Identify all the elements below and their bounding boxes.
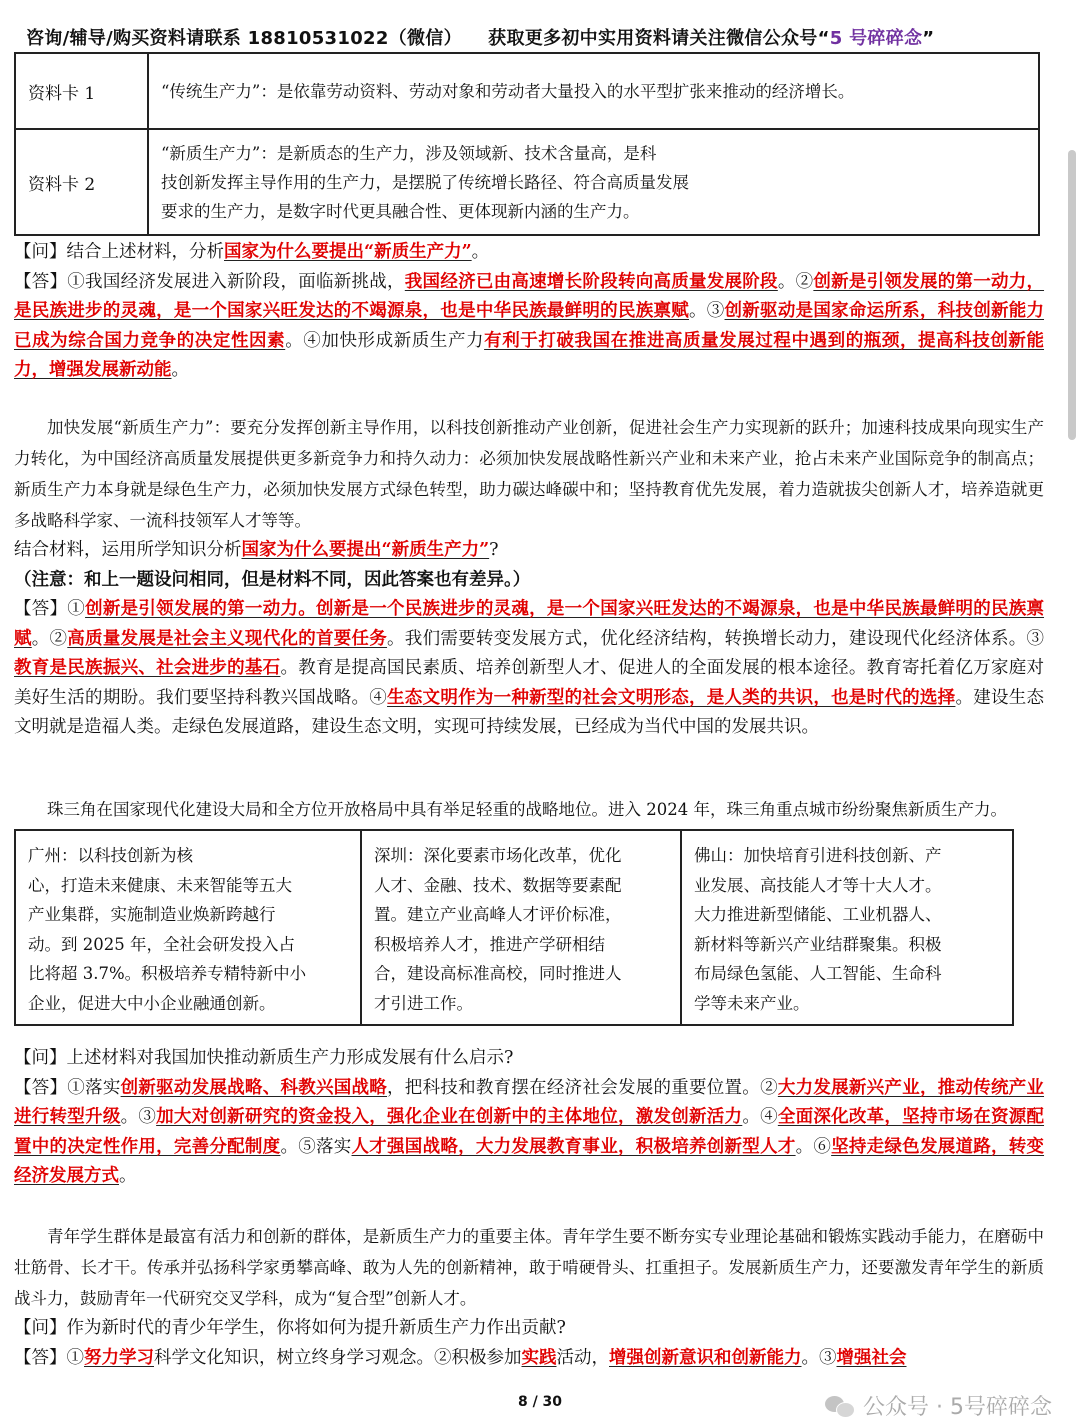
city-line: 积极培养人才，推进产学研相结 [374, 934, 605, 954]
header-brand: 5 号碎碎念 [829, 28, 923, 49]
question-2 [14, 536, 1044, 566]
city-line: 布局绿色氢能、人工智能、生命科 [694, 964, 942, 983]
highlighted-answer-text: 人才强国战略，大力发展教育事业，积极培养创新型人才 [351, 1136, 796, 1157]
city-line: 才引进工作。 [374, 993, 473, 1013]
material-2 [14, 412, 1044, 743]
city-cell-shenzhen [361, 830, 681, 1025]
answer-text: 。③ [120, 1107, 157, 1127]
highlighted-answer-text: 创新驱动是国家命运所系，科技创新能力已成为综合国力竞争的决定性因素 [14, 301, 1045, 351]
answer-text: 。⑥ [795, 1136, 832, 1157]
card-line: 技创新发挥主导作用的生产力，是摆脱了传统增长路径、符合高质量发展 [161, 172, 689, 192]
answer-text: 【答】①我国经济发展进入新阶段，面临新挑战， [14, 271, 405, 292]
city-line: 佛山：加快培育引进科技创新、产 [694, 846, 942, 865]
city-line: 人才、金融、技术、数据等要素配 [374, 875, 622, 895]
answer-text: 【答】① [14, 1347, 84, 1368]
highlighted-answer-text: 增强创新意识和创新能力 [609, 1347, 802, 1368]
material-cards [14, 52, 1044, 236]
city-line: 企业，促进大中小企业融通创新。 [28, 993, 276, 1013]
answer-2 [14, 595, 1044, 743]
question-text [14, 238, 1044, 268]
answer-text: 。建设生态文明就是造福人类。走绿色发展道路，建设生态文明，实现可持续发展，已经成为当代中国的发展共识。 [14, 687, 1045, 737]
highlighted-answer-text: 高质量发展是社会主义现代化的首要任务 [67, 628, 388, 649]
card-label: 资料卡 2 [15, 129, 148, 235]
question-prefix: 【问】结合上述材料，分析 [14, 242, 224, 262]
highlighted-answer-text: 大力发展新兴产业，推动传统产业进行转型升级 [14, 1077, 1045, 1127]
answer-text: 。④加快形成新质生产力 [285, 330, 485, 351]
answer-text: 科学文化知识，树立终身学习观念。②积极参加 [154, 1347, 522, 1368]
city-line: 动。到 2025 年，全社会研发投入占 [28, 934, 295, 954]
answer-text: 。我们需要转变发展方式，优化经济结构，转换增长动力，建设现代化经济体系。③ [387, 628, 1045, 649]
highlighted-answer-text: 教育是民族振兴、社会进步的基石 [14, 658, 281, 678]
answer-text: 。② [777, 271, 814, 292]
highlighted-answer-text: 全面深化改革，坚持市场在资源配置中的决定性作用，完善分配制度 [14, 1107, 1045, 1157]
question-1 [14, 238, 1044, 386]
card-text [148, 129, 1039, 235]
highlighted-answer-text: 我国经济已由高速增长阶段转向高质量发展阶段 [404, 271, 778, 292]
highlighted-answer-text: 创新是引领发展的第一动力。创新是一个民族进步的灵魂，是一个国家兴旺发达的不竭源泉，也是中华民族最鲜明的民族禀赋 [14, 599, 1045, 649]
header-contact: 咨询/辅导/购买资料请联系 18810531022（微信） [26, 28, 462, 49]
answer-1 [14, 268, 1044, 386]
answer-text: 。② [31, 628, 68, 649]
highlighted-answer-text: 努力学习 [84, 1347, 154, 1368]
city-cell-guangzhou [15, 830, 361, 1025]
scrollbar[interactable] [1068, 150, 1076, 440]
answer-text: 【答】① [14, 599, 86, 619]
city-line: 心，打造未来健康、未来智能等五大 [28, 875, 292, 895]
cities-table [14, 829, 1014, 1026]
highlighted-answer-text: 创新是引领发展的第一动力，是民族进步的灵魂，是一个国家兴旺发达的不竭源泉，也是中华民族最鲜明的民族禀赋 [14, 271, 1045, 321]
wechat-icon [825, 1394, 855, 1418]
city-line: 比将超 3.7%。积极培养专精特新中小 [28, 964, 307, 983]
question-suffix: 。 [471, 242, 490, 262]
card-text: “传统生产力”：是依靠劳动资料、劳动对象和劳动者大量投入的水平型扩张来推动的经济增长。 [148, 53, 1039, 129]
answer-text: 。 [119, 1166, 137, 1186]
highlighted-answer-text: 增强社会 [836, 1347, 907, 1368]
answer-text: 。④ [742, 1107, 778, 1127]
answer-text: ，把科技和教育摆在经济社会发展的重要位置。② [387, 1077, 778, 1098]
highlighted-answer-text: 有利于打破我国在推进高质量发展过程中遇到的瓶颈，提高科技创新能力，增强发展新动能 [14, 330, 1045, 380]
city-line: 合，建设高标准高校，同时推进人 [374, 964, 622, 983]
card-label: 资料卡 1 [15, 53, 148, 129]
cards-table [14, 52, 1040, 236]
answer-text: 【答】①落实 [14, 1077, 121, 1098]
city-cell-foshan [681, 830, 1013, 1025]
card-row [15, 53, 1039, 129]
cities-row [15, 830, 1013, 1025]
answer-text: 活动， [556, 1347, 609, 1368]
header-promo-suffix: ” [922, 28, 935, 49]
page-header [26, 24, 1056, 50]
material-text: 珠三角在国家现代化建设大局和全方位开放格局中具有举足轻重的战略地位。进入 2024 年，珠三角重点城市纷纷聚焦新质生产力。 [47, 800, 1007, 819]
question-text: 【问】上述材料对我国加快推动新质生产力形成发展有什么启示? [14, 1048, 514, 1068]
watermark-text: 公众号 · 5号碎碎念 [863, 1395, 1052, 1420]
answer-3 [14, 1074, 1044, 1192]
highlighted-answer-text: 加大对创新研究的资金投入，强化企业在创新中的主体地位，激发创新活力 [156, 1107, 743, 1127]
city-line: 置。建立产业高峰人才评价标准， [374, 905, 622, 924]
watermark [825, 1390, 1052, 1421]
card-line: “新质生产力”：是新质态的生产力，涉及领域新、技术含量高，是科 [161, 143, 657, 163]
city-line: 广州：以科技创新为核 [28, 846, 193, 865]
highlighted-text: 国家为什么要提出“新质生产力” [224, 242, 472, 262]
city-line: 新材料等新兴产业结群聚集。积极 [694, 934, 942, 954]
card-row [15, 129, 1039, 235]
highlighted-answer-text: 坚持走绿色发展道路，转变经济发展方式 [14, 1136, 1045, 1186]
question-3 [14, 1044, 1044, 1192]
city-line: 深圳：深化要素市场化改革，优化 [374, 846, 622, 865]
highlighted-answer-text: 实践 [521, 1347, 557, 1368]
material-text: 青年学生群体是最富有活力和创新的群体，是新质生产力的重要主体。青年学生要不断夯实专业理论基础和锻炼实践动手能力，在磨砺中壮筋骨、长才干。传承并弘扬科学家勇攀高峰、敢为人先的创新精神，敢于啃硬骨头、扛重担子。发展新质生产力，还要激发青年学生的新质战斗力，鼓励青年一代研究交叉学科，成为“复合型”创新人才。 [14, 1227, 1044, 1308]
highlighted-answer-text: 创新驱动发展战略、科教兴国战略 [120, 1077, 388, 1098]
page-number: 8 / 30 [517, 1394, 563, 1410]
note-text: （注意：和上一题设问相同，但是材料不同，因此答案也有差异。） [14, 569, 531, 590]
city-line: 业发展、高技能人才等十大人才。 [694, 875, 942, 895]
highlighted-answer-text: 生态文明作为一种新型的社会文明形态，是人类的共识，也是时代的选择 [387, 687, 956, 708]
answer-4 [14, 1344, 1044, 1374]
answer-text: 。⑤落实 [280, 1136, 352, 1157]
question-suffix: ? [489, 540, 499, 560]
city-line: 学等未来产业。 [694, 993, 810, 1013]
city-line: 产业集群，实施制造业焕新跨越行 [28, 905, 276, 924]
city-line: 大力推进新型储能、工业机器人、 [694, 905, 942, 924]
answer-text: 。 [171, 360, 189, 380]
answer-text: 。③ [801, 1347, 837, 1368]
question-4: 【问】作为新时代的青少年学生，你将如何为提升新质生产力作出贡献? [14, 1318, 566, 1338]
highlighted-text: 国家为什么要提出“新质生产力” [241, 540, 490, 560]
card-line: 要求的生产力，是数字时代更具融合性、更体现新内涵的生产力。 [161, 201, 640, 221]
material-3 [14, 794, 1044, 1026]
material-text: 加快发展“新质生产力”：要充分发挥创新主导作用，以科技创新推动产业创新，促进社会生产力实现新的跃升；加速科技成果向现实生产力转化，为中国经济高质量发展提供更多新竞争力和持久动力：必须加快发展战略性新兴产业和未来产业，抢占未来产业国际竞争的制高点；新质生产力本身就是绿色生产力，必须加快发展方式绿色转型，助力碳达峰碳中和；坚持教育优先发展，着力造就拔尖创新人才，培养造就更多战略科学家、一流科技领军人才等等。 [14, 418, 1044, 530]
answer-text: 。③ [689, 301, 725, 321]
header-promo-prefix: 获取更多初中实用资料请关注微信公众号“ [488, 28, 830, 49]
answer-text: 。教育是提高国民素质、培养创新型人才、促进人的全面发展的根本途径。教育寄托着亿万家庭对美好生活的期盼。我们要坚持科教兴国战略。④ [14, 658, 1045, 708]
material-4 [14, 1221, 1044, 1373]
question-prefix: 结合材料，运用所学知识分析 [14, 540, 242, 560]
